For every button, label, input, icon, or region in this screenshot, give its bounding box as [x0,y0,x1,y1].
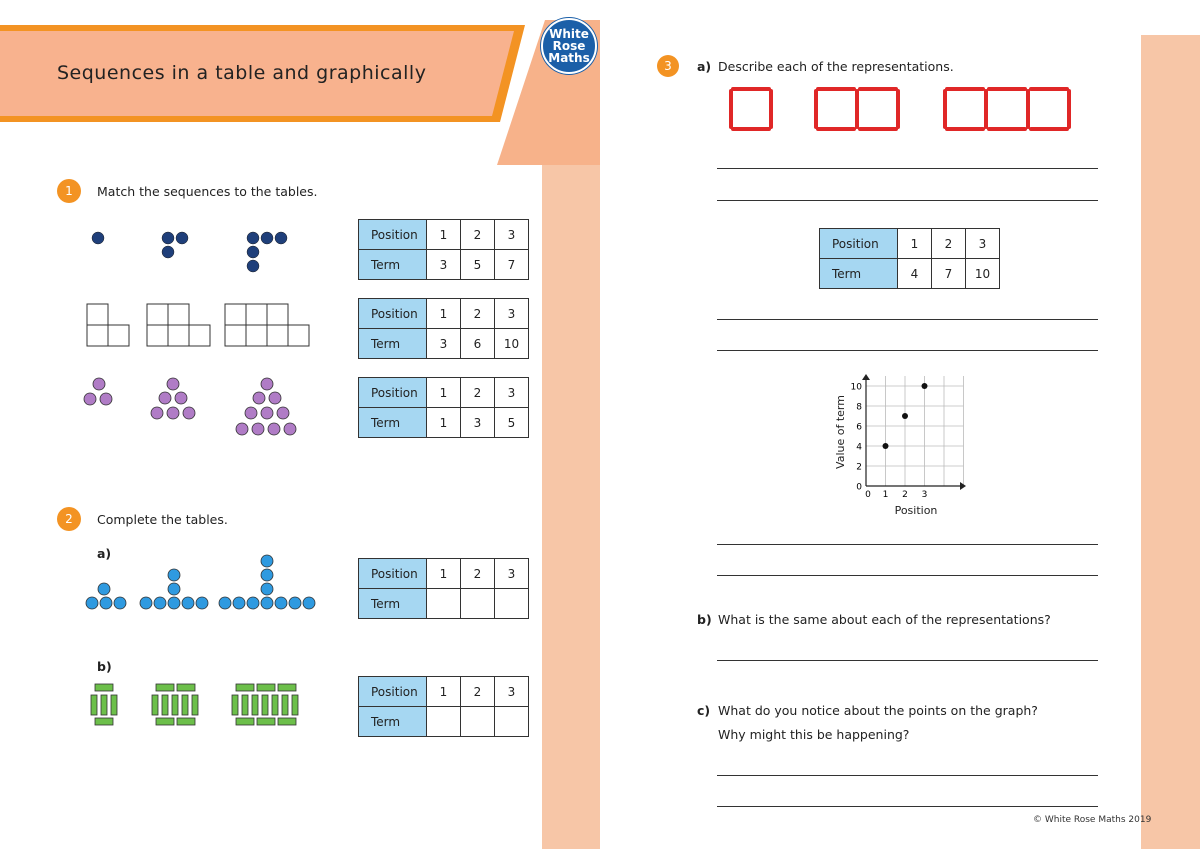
answer-line[interactable] [717,168,1098,169]
answer-line[interactable] [717,575,1098,576]
q2a-table[interactable]: Position 1 2 3 Term [358,558,529,619]
q2b-table[interactable]: Position 1 2 3 Term [358,676,529,737]
y-tick-label: 0 [856,482,862,493]
dot [247,260,259,272]
white-rose-maths-logo: White Rose Maths [541,18,597,74]
answer-line[interactable] [717,806,1098,807]
q3-part-b-text: What is the same about each of the representations? [718,612,1051,627]
copyright-footer: © White Rose Maths 2019 [1033,815,1152,825]
answer-line[interactable] [717,200,1098,201]
x-tick-label: 2 [902,490,908,500]
y-tick-label: 2 [856,462,862,473]
question-1-number: 1 [57,179,81,203]
q3-part-c-text-2: Why might this be happening? [718,727,910,742]
question-2-text: Complete the tables. [97,512,228,527]
question-1-text: Match the sequences to the tables. [97,184,318,199]
x-tick-label: 1 [882,490,889,500]
answer-line[interactable] [717,660,1098,661]
q1-table-2: Position 1 2 3 Term 3 6 10 [358,298,529,359]
x-tick-label: 0 [865,490,871,500]
dot [261,232,273,244]
answer-line[interactable] [717,350,1098,351]
question-2-number: 2 [57,507,81,531]
dot [162,246,174,258]
answer-cell[interactable] [495,707,529,737]
q1-table-3: Position 1 2 3 Term 1 3 5 [358,377,529,438]
dot [275,232,287,244]
dot [92,232,104,244]
answer-line[interactable] [717,775,1098,776]
q1-table-1: Position 1 2 3 Term 3 5 7 [358,219,529,280]
q2-part-a-label: a) [97,546,112,561]
q3-matchstick-squares [728,86,1088,136]
graph-point [902,413,908,419]
graph-x-axis-label: Position [894,504,938,517]
decorative-strip-right [1141,35,1200,849]
y-tick-label: 10 [850,382,862,393]
graph-point [883,443,889,449]
q3-part-a-text: Describe each of the representations. [718,59,954,74]
page-title: Sequences in a table and graphically [57,62,427,84]
q3-graph [830,372,980,522]
graph-point [922,383,928,389]
y-tick-label: 6 [856,422,862,433]
graph-y-axis-label: Value of term [834,395,847,469]
q1-sequence-triangles [80,376,320,436]
q3-part-c-text: What do you notice about the points on the graph? [718,703,1038,718]
dot [247,246,259,258]
q3-part-b-label: b) [697,612,712,627]
title-banner [0,0,600,170]
q3-part-c-label: c) [697,703,711,718]
answer-cell[interactable] [461,589,495,619]
dot [176,232,188,244]
x-tick-label: 3 [921,490,928,500]
q1-sequence-dots [85,228,285,278]
q1-sequence-squares [85,304,325,354]
dot [247,232,259,244]
q2a-sequence-blue-dots [84,555,324,615]
y-tick-label: 4 [856,442,862,453]
q3-table: Position 1 2 3 Term 4 7 10 [819,228,1000,289]
y-tick-label: 8 [856,402,862,413]
answer-cell[interactable] [427,707,461,737]
answer-cell[interactable] [461,707,495,737]
answer-cell[interactable] [495,589,529,619]
dot [162,232,174,244]
answer-line[interactable] [717,319,1098,320]
decorative-strip-middle [542,165,600,849]
q2-part-b-label: b) [97,659,112,674]
q2b-sequence-green-bars [86,684,326,729]
q3-part-a-label: a) [697,59,712,74]
answer-line[interactable] [717,544,1098,545]
question-3-number: 3 [657,55,679,77]
answer-cell[interactable] [427,589,461,619]
